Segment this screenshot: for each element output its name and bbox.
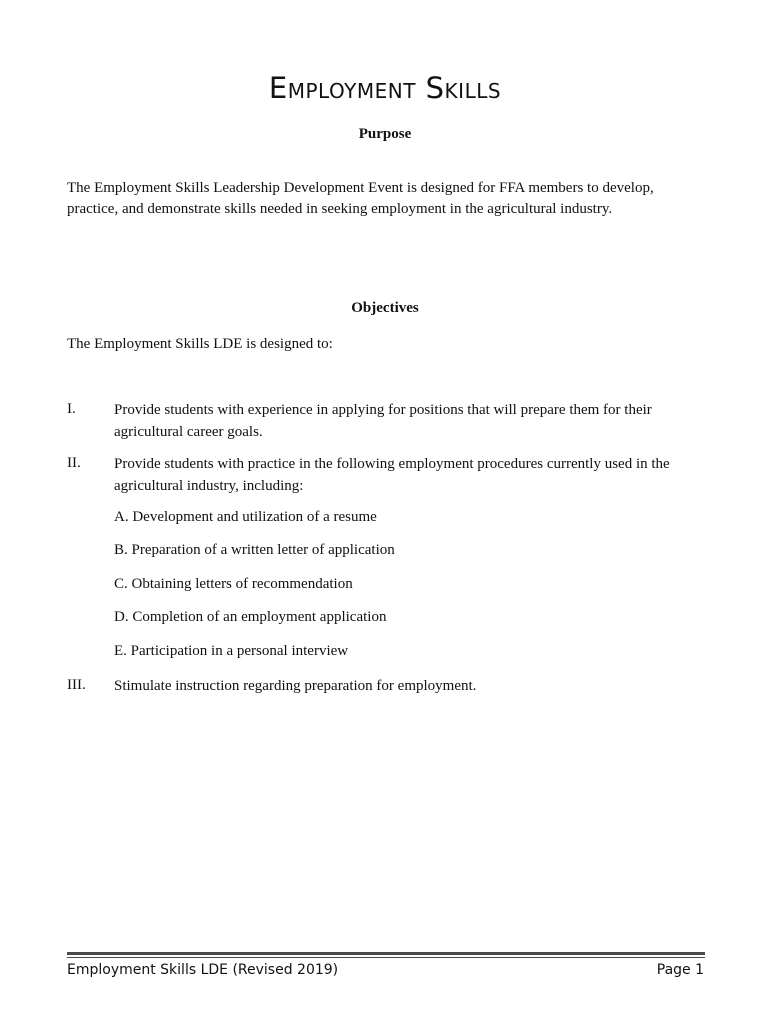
objectives-intro: The Employment Skills LDE is designed to: xyxy=(67,336,333,352)
sub-item-a: A. Development and utilization of a resume xyxy=(114,509,377,525)
purpose-heading: Purpose xyxy=(358,126,412,142)
footer-page-number: Page 1 xyxy=(656,962,704,978)
objective-item-2: Provide students with practice in the following employment procedures currently used in the agricultural industry, including: xyxy=(114,456,670,494)
objective-number-2: II. xyxy=(67,455,81,471)
sub-item-e: E. Participation in a personal interview xyxy=(114,643,349,659)
objective-number-1: I. xyxy=(67,401,76,417)
objective-number-3: III. xyxy=(67,677,86,693)
footer-rule xyxy=(67,952,705,958)
objective-item-3: Stimulate instruction regarding preparation for employment. xyxy=(114,678,477,694)
footer-document-label: Employment Skills LDE (Revised 2019) xyxy=(67,962,339,978)
sub-item-d: D. Completion of an employment application xyxy=(114,609,387,625)
objective-item-1: Provide students with experience in applying for positions that will prepare them for their agricultural career goals. xyxy=(114,402,652,440)
sub-item-b: B. Preparation of a written letter of application xyxy=(114,542,395,558)
purpose-paragraph: The Employment Skills Leadership Development Event is designed for FFA members to develop, practice, and demonstrate skills needed in seeking employment in the agricultural industry. xyxy=(67,180,654,217)
sub-item-c: C. Obtaining letters of recommendation xyxy=(114,576,353,592)
document-title: Employment Skills xyxy=(268,71,502,105)
objectives-heading: Objectives xyxy=(351,300,419,316)
